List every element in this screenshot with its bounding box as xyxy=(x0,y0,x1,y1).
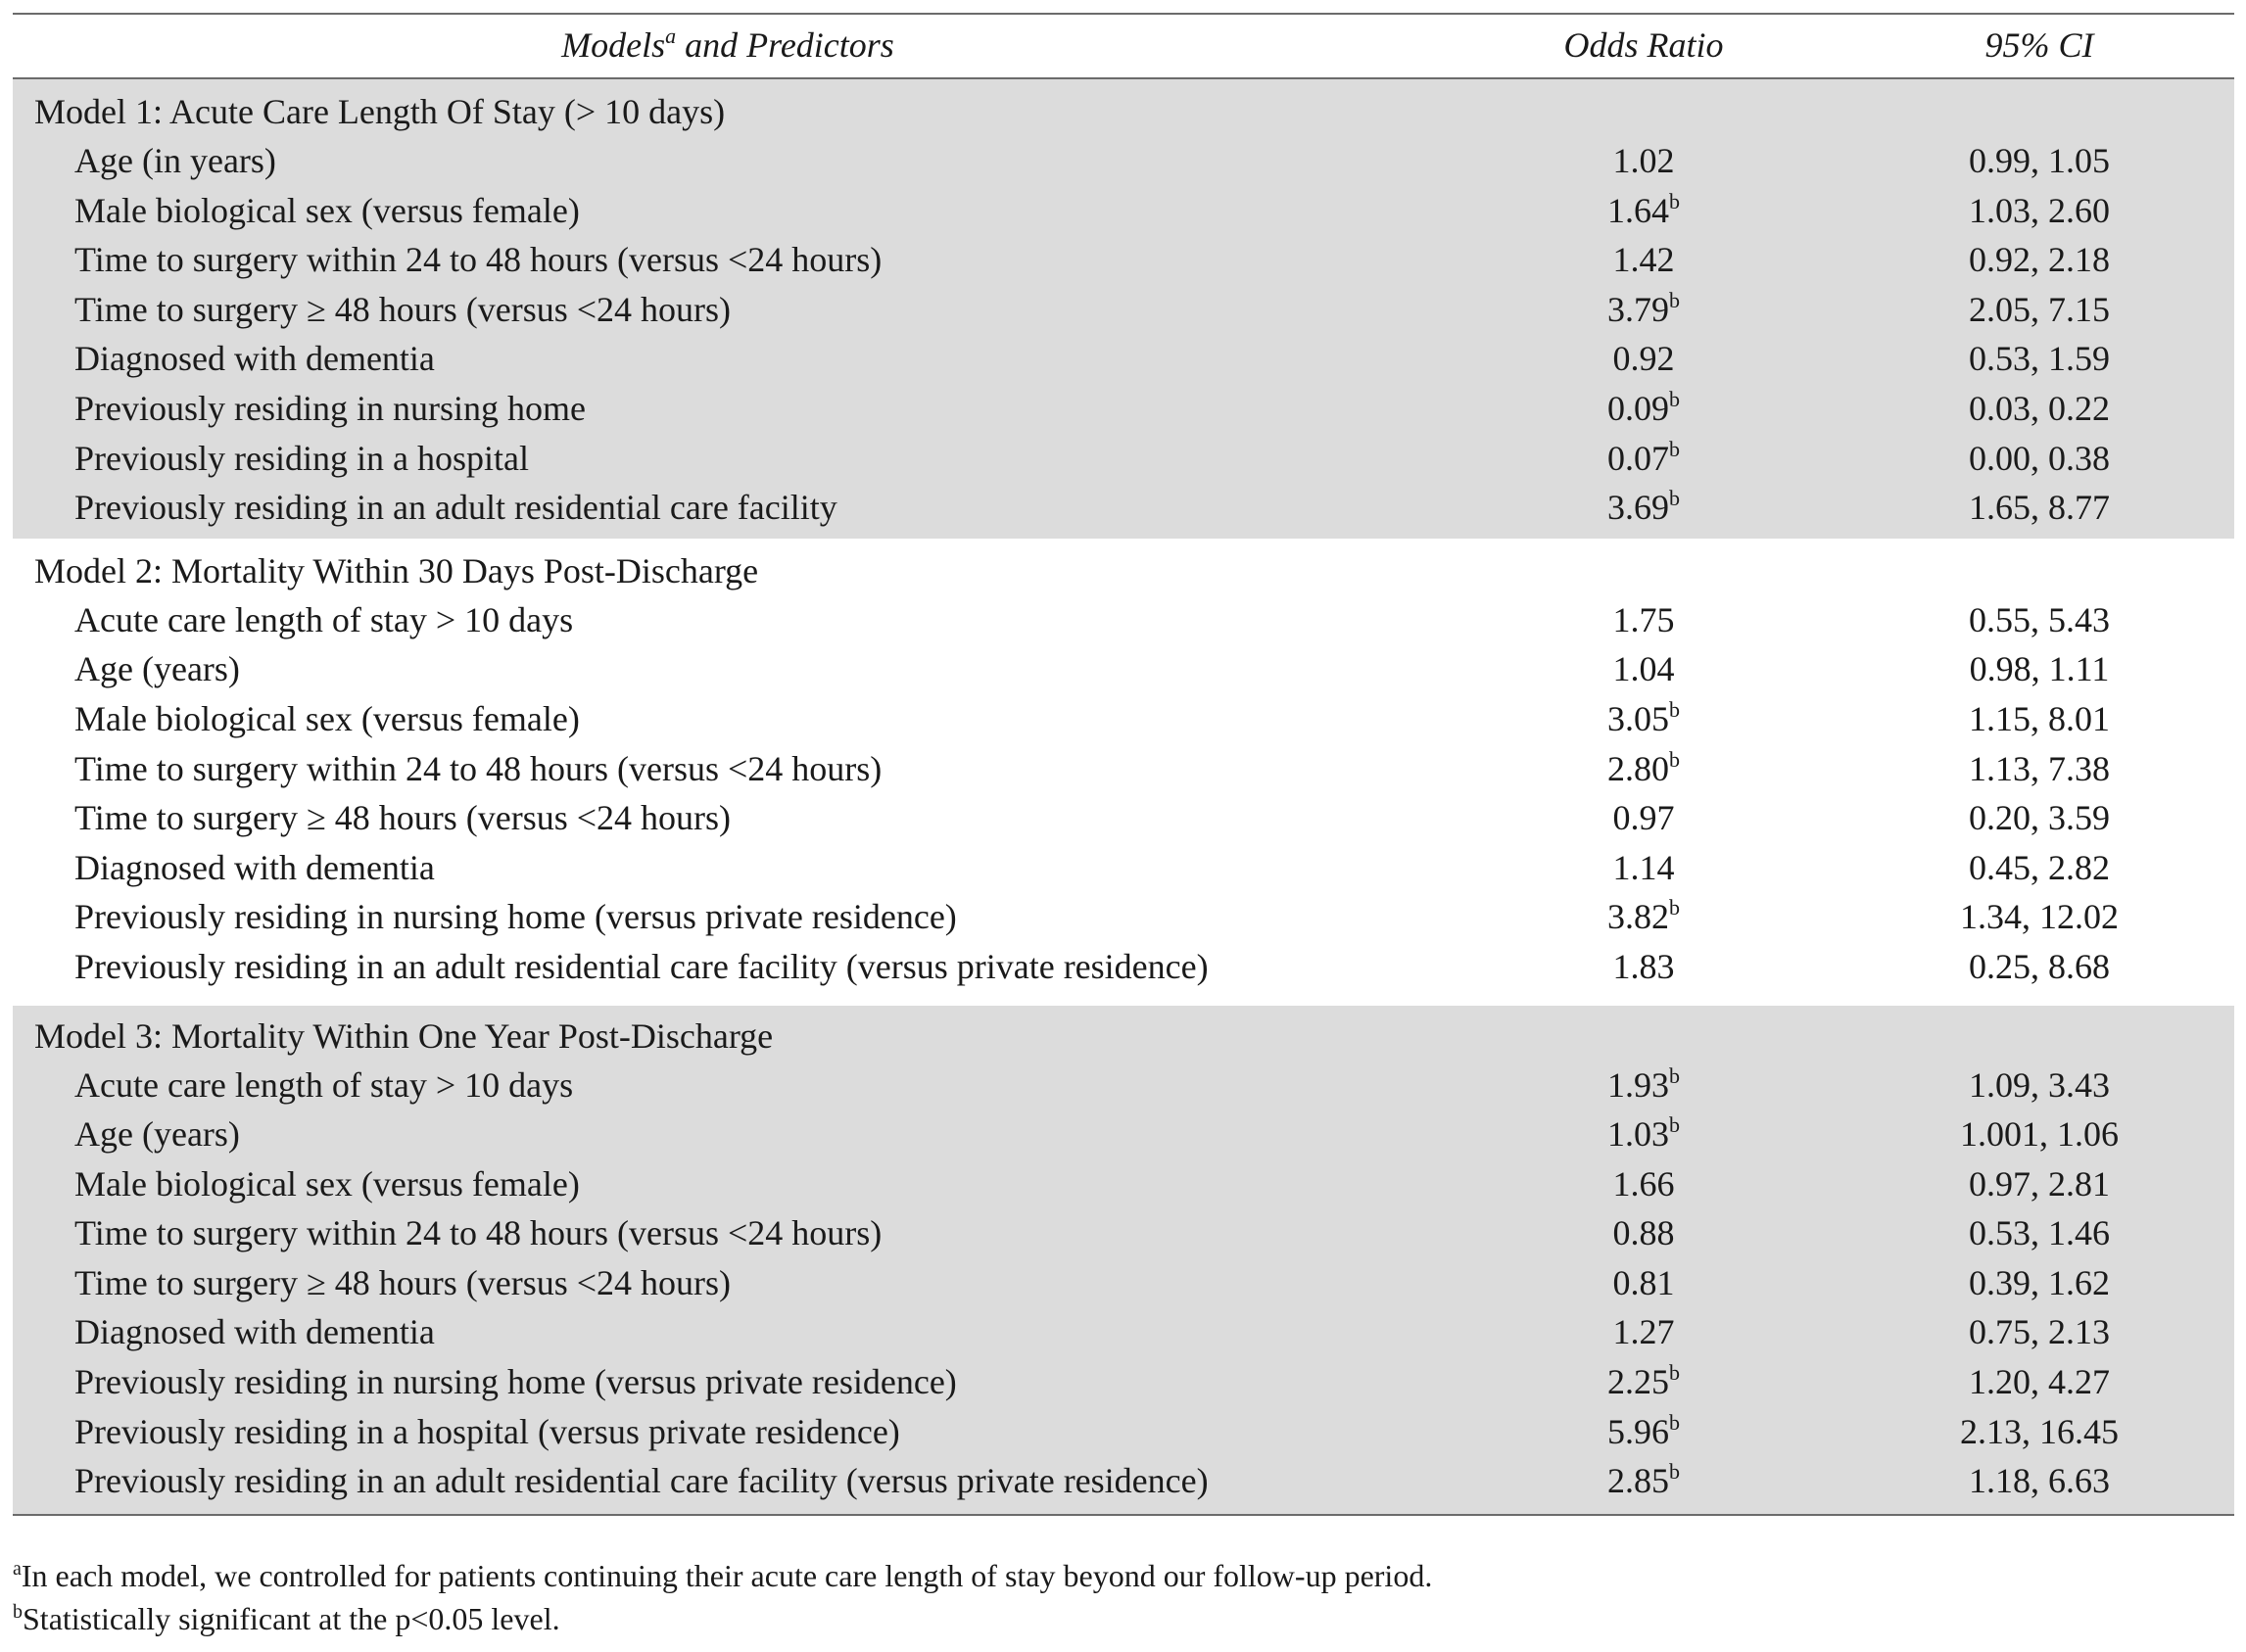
significance-mark: b xyxy=(1669,1409,1680,1435)
odds-ratio-cell xyxy=(1443,843,1844,892)
odds-ratio-value: 1.83 xyxy=(1612,946,1675,986)
significance-mark: b xyxy=(1669,386,1680,411)
ci-cell: 0.53, 1.46 xyxy=(1969,1213,2110,1253)
table-row xyxy=(13,186,2234,236)
odds-ratio-value: 2.85 xyxy=(1607,1461,1669,1501)
table-row xyxy=(13,1061,2234,1110)
predictor-cell: Acute care length of stay > 10 days xyxy=(74,599,574,639)
footnote-b-text: Statistically significant at the p<0.05 level. xyxy=(23,1601,560,1636)
odds-ratio-value: 1.42 xyxy=(1612,240,1675,280)
footnote-a xyxy=(13,1554,1432,1597)
predictor-cell: Previously residing in nursing home (versus private residence) xyxy=(74,897,957,937)
odds-ratio-cell xyxy=(1443,483,1844,532)
significance-mark: b xyxy=(1669,1459,1680,1485)
ci-cell: 0.75, 2.13 xyxy=(1969,1312,2110,1352)
significance-mark: b xyxy=(1669,287,1680,312)
ci-cell: 0.92, 2.18 xyxy=(1969,240,2110,280)
odds-ratio-cell xyxy=(1443,1407,1844,1456)
odds-ratio-value: 1.04 xyxy=(1612,649,1675,689)
odds-ratio-cell xyxy=(1443,334,1844,383)
odds-ratio-cell xyxy=(1443,1109,1844,1158)
predictor-cell: Time to surgery within 24 to 48 hours (versus <24 hours) xyxy=(74,240,883,280)
predictor-cell: Previously residing in a hospital (versus private residence) xyxy=(74,1411,900,1451)
table-row xyxy=(13,384,2234,434)
header-predictors-label: and Predictors xyxy=(676,25,894,65)
predictor-cell: Diagnosed with dementia xyxy=(74,847,435,887)
odds-ratio-value: 3.05 xyxy=(1607,698,1669,738)
odds-ratio-cell xyxy=(1443,1357,1844,1406)
ci-cell: 1.34, 12.02 xyxy=(1960,897,2119,937)
odds-ratio-value: 0.09 xyxy=(1607,388,1669,428)
ci-cell: 1.09, 3.43 xyxy=(1969,1064,2110,1105)
odds-ratio-value: 0.81 xyxy=(1612,1262,1675,1302)
table-row xyxy=(13,1407,2234,1457)
ci-cell: 0.45, 2.82 xyxy=(1969,847,2110,887)
odds-ratio-value: 2.80 xyxy=(1607,748,1669,788)
table-row xyxy=(13,136,2234,186)
table-row xyxy=(13,1357,2234,1407)
footnotes xyxy=(13,1554,1432,1640)
odds-ratio-cell xyxy=(1443,285,1844,334)
odds-ratio-cell xyxy=(1443,942,1844,991)
predictor-cell: Previously residing in a hospital xyxy=(74,438,529,478)
table-row xyxy=(13,483,2234,533)
predictor-cell: Age (years) xyxy=(74,1114,240,1155)
predictor-cell: Diagnosed with dementia xyxy=(74,1312,435,1352)
header-odds-ratio: Odds Ratio xyxy=(1563,25,1724,65)
predictor-cell: Previously residing in an adult residential care facility (versus private residence) xyxy=(74,1461,1209,1501)
odds-ratio-value: 1.27 xyxy=(1612,1312,1675,1352)
table-row xyxy=(13,235,2234,285)
ci-cell: 1.13, 7.38 xyxy=(1969,748,2110,788)
significance-mark: b xyxy=(1669,696,1680,722)
table-row xyxy=(13,1159,2234,1209)
table-row xyxy=(13,334,2234,384)
footnote-b xyxy=(13,1597,1432,1640)
model-1-section xyxy=(13,79,2234,539)
odds-ratio-cell xyxy=(1443,235,1844,284)
odds-ratio-cell xyxy=(1443,434,1844,483)
odds-ratio-cell xyxy=(1443,186,1844,235)
ci-cell: 1.65, 8.77 xyxy=(1969,488,2110,528)
odds-ratio-value: 1.02 xyxy=(1612,141,1675,180)
table-row xyxy=(13,1456,2234,1506)
odds-ratio-value: 0.07 xyxy=(1607,438,1669,478)
odds-ratio-value: 1.64 xyxy=(1607,190,1669,230)
odds-ratio-value: 2.25 xyxy=(1607,1362,1669,1402)
model-2-section xyxy=(13,539,2234,1006)
ci-cell: 2.13, 16.45 xyxy=(1960,1411,2119,1451)
odds-ratio-value: 1.14 xyxy=(1612,847,1675,887)
header-models-sup: a xyxy=(665,24,677,48)
table-row xyxy=(13,892,2234,942)
model-title: Model 3: Mortality Within One Year Post-Discharge xyxy=(34,1015,774,1056)
ci-cell: 0.25, 8.68 xyxy=(1969,946,2110,986)
ci-cell: 0.39, 1.62 xyxy=(1969,1262,2110,1302)
predictor-cell: Previously residing in nursing home xyxy=(74,388,586,428)
table-row xyxy=(13,285,2234,335)
odds-ratio-table xyxy=(13,13,2234,1516)
odds-ratio-cell xyxy=(1443,793,1844,842)
table-row xyxy=(13,595,2234,645)
odds-ratio-cell xyxy=(1443,1307,1844,1356)
footnote-a-mark: a xyxy=(13,1558,22,1580)
predictor-cell: Male biological sex (versus female) xyxy=(74,698,580,738)
table-row xyxy=(13,434,2234,484)
odds-ratio-value: 3.82 xyxy=(1607,897,1669,937)
odds-ratio-cell xyxy=(1443,1061,1844,1109)
predictor-cell: Previously residing in an adult residential care facility xyxy=(74,488,837,528)
significance-mark: b xyxy=(1669,895,1680,920)
odds-ratio-cell xyxy=(1443,1208,1844,1257)
significance-mark: b xyxy=(1669,1062,1680,1088)
odds-ratio-value: 0.88 xyxy=(1612,1213,1675,1253)
predictor-cell: Age (years) xyxy=(74,649,240,689)
significance-mark: b xyxy=(1669,1112,1680,1138)
header-models-label: Models xyxy=(561,25,666,65)
predictor-cell: Time to surgery within 24 to 48 hours (versus <24 hours) xyxy=(74,1213,883,1253)
model-3-section xyxy=(13,1006,2234,1514)
predictor-cell: Time to surgery ≥ 48 hours (versus <24 hours) xyxy=(74,798,732,838)
ci-cell: 0.98, 1.11 xyxy=(1969,649,2110,689)
odds-ratio-cell xyxy=(1443,1456,1844,1505)
predictor-cell: Acute care length of stay > 10 days xyxy=(74,1064,574,1105)
table-row xyxy=(13,1307,2234,1357)
ci-cell: 0.00, 0.38 xyxy=(1969,438,2110,478)
ci-cell: 1.15, 8.01 xyxy=(1969,698,2110,738)
table-row xyxy=(13,744,2234,794)
ci-cell: 2.05, 7.15 xyxy=(1969,289,2110,329)
predictor-cell: Age (in years) xyxy=(74,141,276,180)
odds-ratio-cell xyxy=(1443,694,1844,743)
ci-cell: 1.001, 1.06 xyxy=(1960,1114,2119,1155)
predictor-cell: Time to surgery ≥ 48 hours (versus <24 hours) xyxy=(74,1262,732,1302)
table-row xyxy=(13,1208,2234,1258)
ci-cell: 1.03, 2.60 xyxy=(1969,190,2110,230)
ci-cell: 0.53, 1.59 xyxy=(1969,339,2110,379)
predictor-cell: Male biological sex (versus female) xyxy=(74,190,580,230)
odds-ratio-cell xyxy=(1443,1159,1844,1208)
table-row xyxy=(13,1109,2234,1159)
model-title: Model 2: Mortality Within 30 Days Post-Discharge xyxy=(34,550,759,590)
table-header xyxy=(13,15,2234,77)
odds-ratio-value: 1.03 xyxy=(1607,1114,1669,1155)
odds-ratio-value: 1.66 xyxy=(1612,1163,1675,1204)
ci-cell: 0.99, 1.05 xyxy=(1969,141,2110,180)
footnote-b-mark: b xyxy=(13,1601,23,1623)
odds-ratio-cell xyxy=(1443,384,1844,433)
odds-ratio-value: 5.96 xyxy=(1607,1411,1669,1451)
table-row xyxy=(13,843,2234,893)
odds-ratio-cell xyxy=(1443,744,1844,793)
odds-ratio-cell xyxy=(1443,1258,1844,1307)
ci-cell: 0.97, 2.81 xyxy=(1969,1163,2110,1204)
header-models-predictors xyxy=(13,24,1443,66)
ci-cell: 0.03, 0.22 xyxy=(1969,388,2110,428)
ci-cell: 1.20, 4.27 xyxy=(1969,1362,2110,1402)
table-bottom-rule xyxy=(13,1514,2234,1516)
significance-mark: b xyxy=(1669,188,1680,213)
odds-ratio-cell xyxy=(1443,892,1844,941)
odds-ratio-cell xyxy=(1443,595,1844,644)
table-row xyxy=(13,694,2234,744)
odds-ratio-cell xyxy=(1443,136,1844,185)
table-row xyxy=(13,644,2234,694)
table-row xyxy=(13,1258,2234,1308)
odds-ratio-value: 0.97 xyxy=(1612,798,1675,838)
odds-ratio-cell xyxy=(1443,644,1844,693)
significance-mark: b xyxy=(1669,436,1680,461)
odds-ratio-value: 3.69 xyxy=(1607,488,1669,528)
predictor-cell: Time to surgery within 24 to 48 hours (versus <24 hours) xyxy=(74,748,883,788)
predictor-cell: Previously residing in nursing home (versus private residence) xyxy=(74,1362,957,1402)
table-row xyxy=(13,942,2234,992)
header-ci: 95% CI xyxy=(1984,25,2094,65)
table-row xyxy=(13,793,2234,843)
ci-cell: 0.55, 5.43 xyxy=(1969,599,2110,639)
odds-ratio-value: 0.92 xyxy=(1612,339,1675,379)
predictor-cell: Previously residing in an adult residential care facility (versus private residence) xyxy=(74,946,1209,986)
model-title: Model 1: Acute Care Length Of Stay (> 10 days) xyxy=(34,92,726,131)
ci-cell: 1.18, 6.63 xyxy=(1969,1461,2110,1501)
odds-ratio-value: 1.75 xyxy=(1612,599,1675,639)
ci-cell: 0.20, 3.59 xyxy=(1969,798,2110,838)
significance-mark: b xyxy=(1669,486,1680,511)
predictor-cell: Time to surgery ≥ 48 hours (versus <24 hours) xyxy=(74,289,732,329)
odds-ratio-value: 3.79 xyxy=(1607,289,1669,329)
predictor-cell: Male biological sex (versus female) xyxy=(74,1163,580,1204)
odds-ratio-value: 1.93 xyxy=(1607,1064,1669,1105)
predictor-cell: Diagnosed with dementia xyxy=(74,339,435,379)
footnote-a-text: In each model, we controlled for patients continuing their acute care length of stay beyond our follow-up period. xyxy=(21,1558,1433,1593)
significance-mark: b xyxy=(1669,1360,1680,1386)
significance-mark: b xyxy=(1669,746,1680,772)
